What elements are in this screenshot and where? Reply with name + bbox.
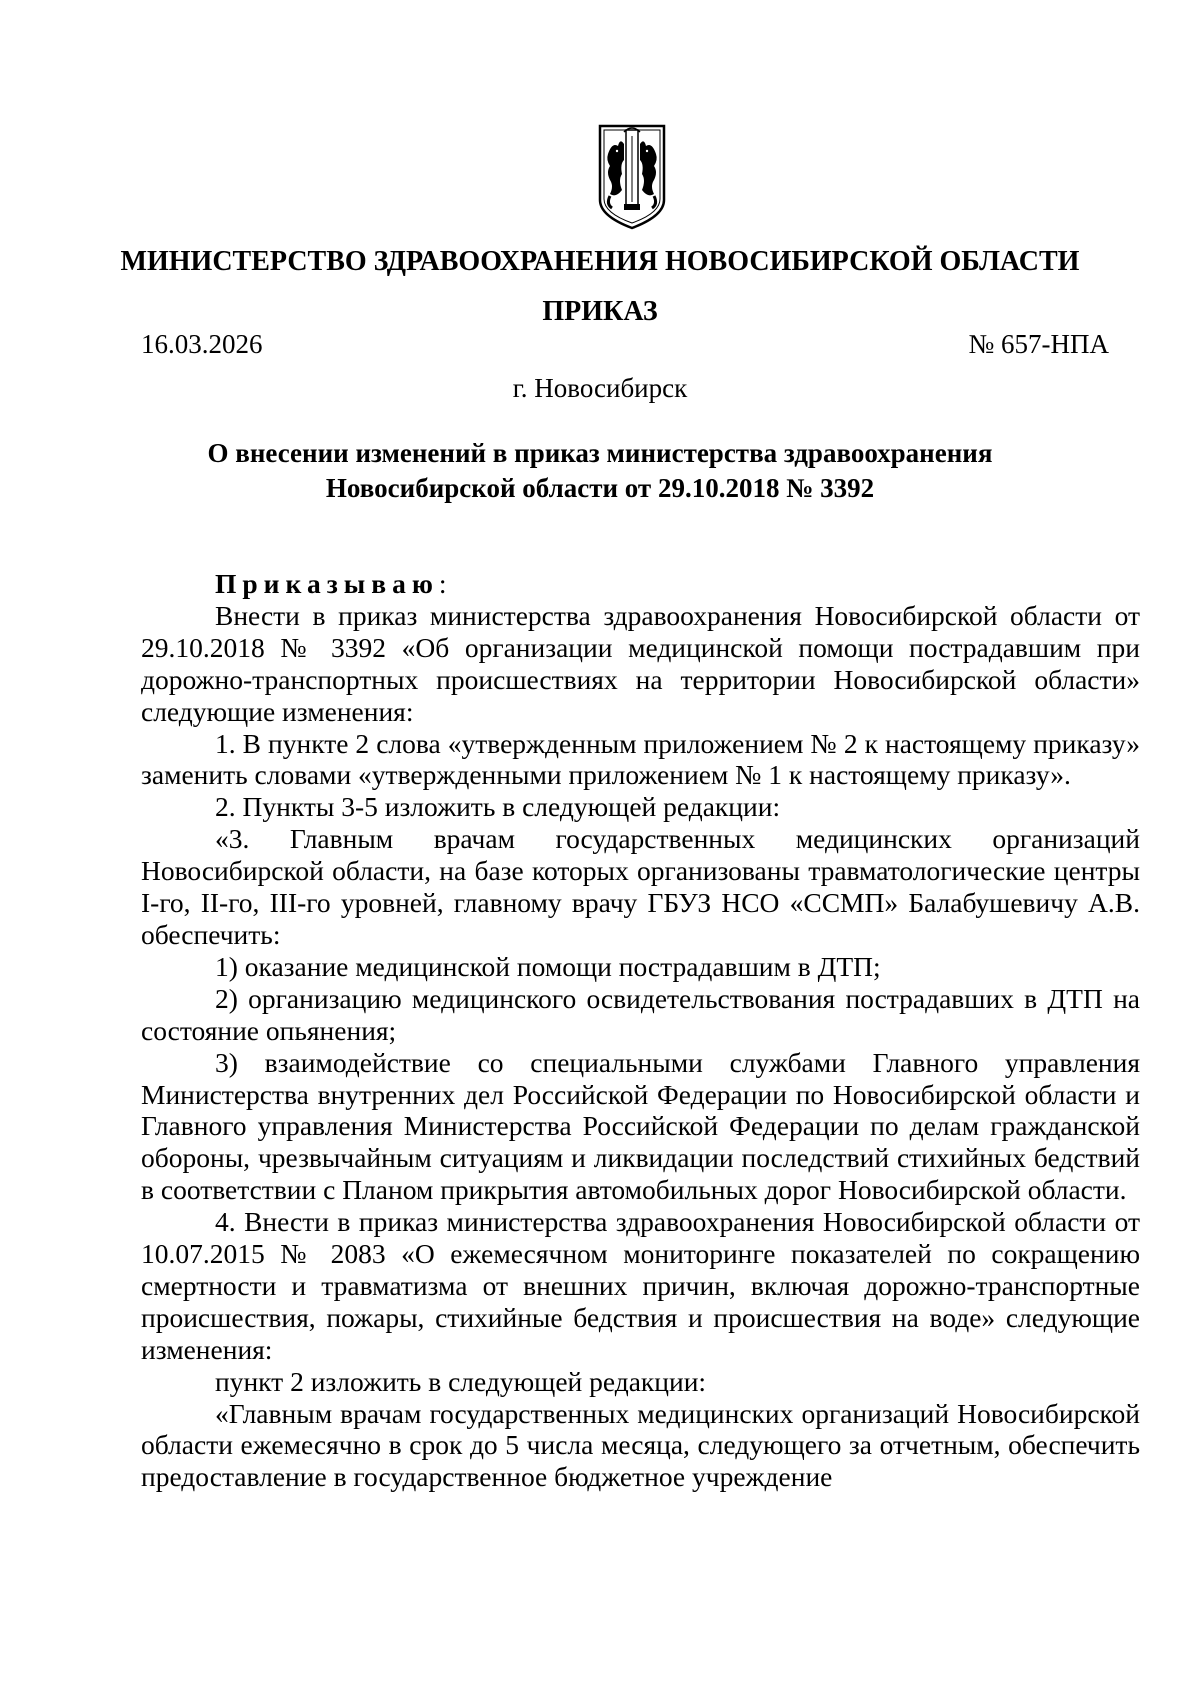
document-title [150, 436, 1050, 506]
document-city: г. Новосибирск [512, 373, 688, 403]
body-paragraph: 2. Пункты 3-5 изложить в следующей редакции: [215, 791, 781, 823]
document-type: ПРИКАЗ [542, 296, 658, 327]
body-paragraph: 4. Внести в приказ министерства здравоохранения Новосибирской области от 10.07.2015 № 2083 «О ежемесячном мониторинге показателей по сокращению смертности и травматизма от внешних причин, включая дорожно-транспортные происшествия, пожары, стихийные бедствия и происшествия на воде» следующие изменения: [141, 1206, 1140, 1365]
body-paragraph: 1. В пункте 2 слова «утвержденным приложением № 2 к настоящему приказу» заменить словами «утвержденными приложением № 1 к настоящему приказу». [141, 727, 1140, 791]
body-paragraph: пункт 2 изложить в следующей редакции: [215, 1365, 707, 1397]
body-paragraph: 1) оказание медицинской помощи пострадавшим в ДТП; [215, 950, 881, 982]
organization-name: МИНИСТЕРСТВО ЗДРАВООХРАНЕНИЯ НОВОСИБИРСКОЙ ОБЛАСТИ [120, 246, 1080, 277]
coat-of-arms-icon [598, 124, 666, 230]
document-title-line: О внесении изменений в приказ министерства здравоохранения [207, 438, 993, 468]
order-lead-word: Приказываю [215, 568, 439, 599]
body-paragraph: «Главным врачам государственных медицинских организаций Новосибирской области ежемесячно в срок до 5 числа месяца, следующего за отчетным, обеспечить предоставление в государственное бюджетное учреждение [141, 1397, 1140, 1493]
order-lead-colon: : [438, 568, 447, 599]
document-date: 16.03.2026 [141, 329, 263, 359]
document-title-line: Новосибирской области от 29.10.2018 № 3392 [325, 473, 875, 503]
document-number: № 657-НПА [968, 329, 1109, 359]
body-paragraph: 2) организацию медицинского освидетельствования пострадавших в ДТП на состояние опьянения; [141, 982, 1140, 1046]
order-lead [141, 568, 1140, 600]
body-paragraph: «3. Главным врачам государственных медицинских организаций Новосибирской области, на базе которых организованы травматологические центры I-го, II-го, III-го уровней, главному врачу ГБУЗ НСО «ССМП» Балабушевичу А.В. обеспечить: [141, 823, 1140, 950]
body-paragraph: Внести в приказ министерства здравоохранения Новосибирской области от 29.10.2018 № 3392 «Об организации медицинской помощи пострадавшим при дорожно-транспортных происшествиях на территории Новосибирской области» следующие изменения: [141, 599, 1140, 727]
body-paragraph: 3) взаимодействие со специальными службами Главного управления Министерства внутренних дел Российской Федерации по Новосибирской области и Главного управления Министерства Российской Федерации по делам гражданской обороны, чрезвычайным ситуациям и ликвидации последствий стихийных бедствий в соответствии с Планом прикрытия автомобильных дорог Новосибирской области. [141, 1046, 1140, 1206]
document-body [141, 568, 1140, 1493]
